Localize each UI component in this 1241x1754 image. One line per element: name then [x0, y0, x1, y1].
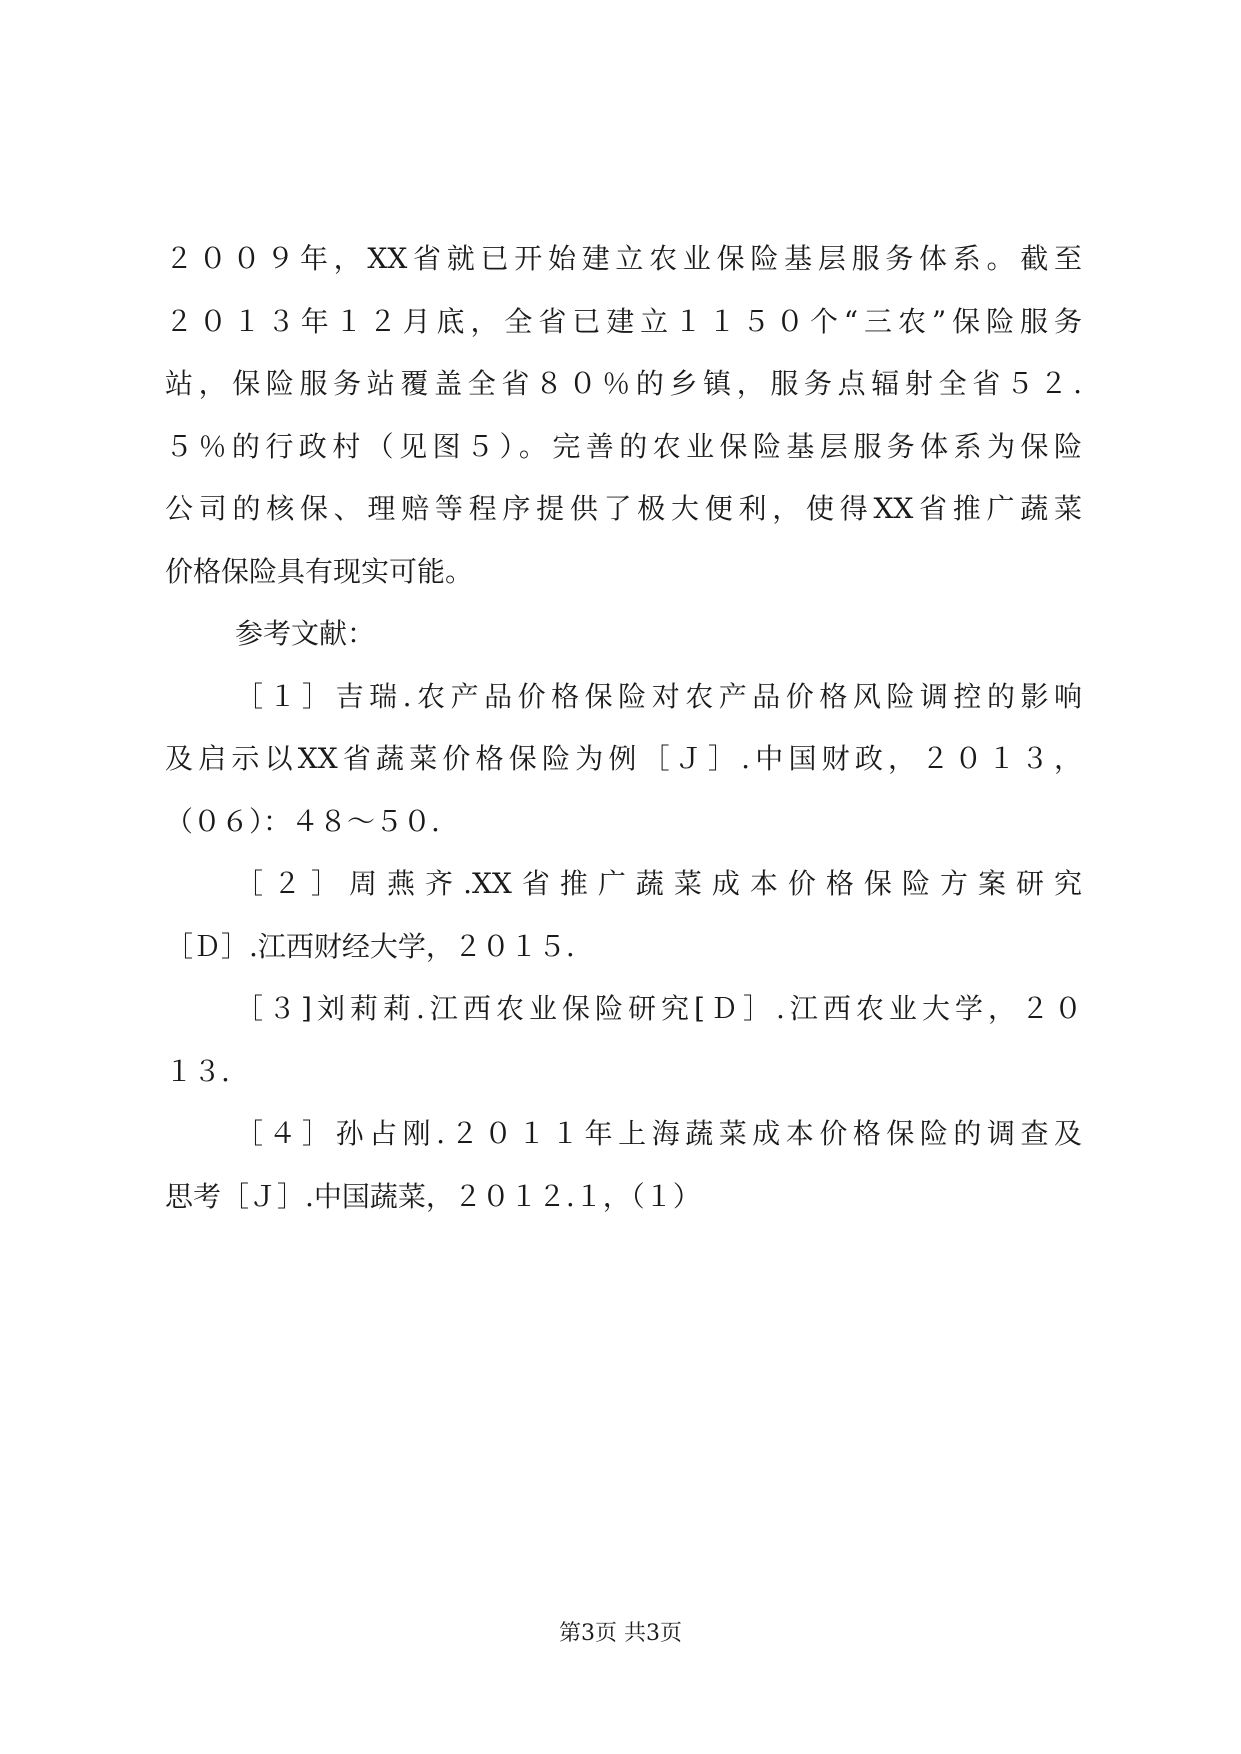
reference-line: （０６）：４８～５０. — [165, 804, 440, 838]
reference-line: ［２］周燕齐.XX省推广蔬菜成本价格保险方案研究 — [235, 867, 1082, 900]
body-line: ５％的行政村（见图５）。完善的农业保险基层服务体系为保险 — [165, 429, 1082, 463]
body-line: 公司的核保、理赔等程序提供了极大便利，使得XX省推广蔬菜 — [165, 492, 1082, 525]
reference-item-4 — [165, 1103, 1082, 1228]
body-line: 站，保险服务站覆盖全省８０％的乡镇，服务点辐射全省５２. — [165, 367, 1082, 400]
reference-line: 思考［Ｊ］.中国蔬菜，２０１２.１，（１） — [165, 1179, 701, 1213]
reference-line: ［Ｄ］.江西财经大学，２０１５. — [165, 929, 575, 963]
page-number-footer: 第3页 共3页 — [559, 1621, 682, 1646]
reference-line: ［４］孙占刚.２０１１年上海蔬菜成本价格保险的调查及 — [235, 1117, 1082, 1150]
body-line: ２００９年，XX省就已开始建立农业保险基层服务体系。截至 — [165, 242, 1082, 275]
reference-line: ［３]刘莉莉.江西农业保险研究[Ｄ］.江西农业大学，２０ — [235, 992, 1082, 1025]
reference-line: ［１］吉瑞.农产品价格保险对农产品价格风险调控的影响 — [235, 679, 1082, 713]
body-line: ２０１３年１２月底，全省已建立１１５０个“三农”保险服务 — [165, 304, 1082, 338]
document-body — [165, 228, 1082, 1228]
references-section — [165, 603, 1082, 1228]
reference-line: 及启示以XX省蔬菜价格保险为例［Ｊ］.中国财政，２０１３， — [165, 742, 1082, 775]
body-paragraph — [165, 228, 1082, 603]
reference-item-2 — [165, 853, 1082, 978]
references-heading: 参考文献： — [235, 617, 376, 650]
reference-item-3 — [165, 978, 1082, 1103]
reference-line: １３. — [165, 1054, 230, 1088]
reference-item-1 — [165, 666, 1082, 854]
body-line: 价格保险具有现实可能。 — [165, 554, 474, 588]
